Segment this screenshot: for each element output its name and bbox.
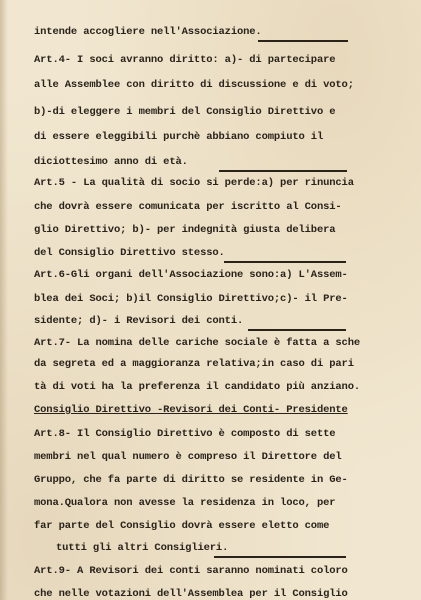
text-line: far parte del Consiglio dovrà essere eletto come bbox=[34, 520, 330, 532]
text-line: glio Direttivo; b)- per indegnità giusta delibera bbox=[34, 224, 336, 236]
text-line: Gruppo, che fa parte di diritto se residente in Ge- bbox=[34, 474, 348, 486]
text-line: tà di voti ha la preferenza il candidato più anziano. bbox=[34, 381, 361, 393]
text-line: da segreta ed a maggioranza relativa;in caso di pari bbox=[34, 358, 354, 370]
fill-line bbox=[258, 40, 348, 42]
text-line: Art.9- A Revisori dei conti saranno nominati coloro bbox=[34, 565, 348, 577]
text-line: mona.Qualora non avesse la residenza in loco, per bbox=[34, 497, 336, 509]
text-line: che nelle votazioni dell'Assemblea per il Consiglio bbox=[34, 588, 348, 600]
text-line: intende accogliere nell'Associazione. bbox=[34, 26, 262, 38]
fill-line bbox=[248, 329, 346, 331]
fill-line bbox=[219, 170, 347, 172]
text-line: sidente; d)- i Revisori dei conti. bbox=[34, 315, 244, 327]
text-line: blea dei Soci; b)il Consiglio Direttivo;c)- il Pre- bbox=[34, 293, 348, 305]
text-line: del Consiglio Direttivo stesso. bbox=[34, 247, 225, 259]
fill-line bbox=[214, 556, 346, 558]
text-line: che dovrà essere comunicata per iscritto al Consi- bbox=[34, 201, 342, 213]
text-line: Art.7- La nomina delle cariche sociale è fatta a sche bbox=[34, 337, 361, 349]
text-line: Art.5 - La qualità di socio si perde:a) per rinuncia bbox=[34, 177, 354, 189]
page-edge-shadow bbox=[0, 0, 8, 600]
text-line: membri nel qual numero è compreso il Direttore del bbox=[34, 451, 342, 463]
section-heading: Consiglio Direttivo -Revisori dei Conti- Presidente bbox=[34, 404, 348, 416]
text-line: b)-di eleggere i membri del Consiglio Direttivo e bbox=[34, 106, 336, 118]
text-line: Art.4- I soci avranno diritto: a)- di partecipare bbox=[34, 54, 336, 66]
text-line: Art.8- Il Consiglio Direttivo è composto di sette bbox=[34, 428, 336, 440]
text-line: tutti gli altri Consiglieri. bbox=[56, 542, 229, 554]
text-line: diciottesimo anno di età. bbox=[34, 156, 188, 168]
text-line: Art.6-Gli organi dell'Associazione sono:a) L'Assem- bbox=[34, 269, 348, 281]
text-line: di essere eleggibili purchè abbiano compiuto il bbox=[34, 131, 324, 143]
fill-line bbox=[224, 261, 346, 263]
text-line: alle Assemblee con diritto di discussione e di voto; bbox=[34, 79, 354, 91]
